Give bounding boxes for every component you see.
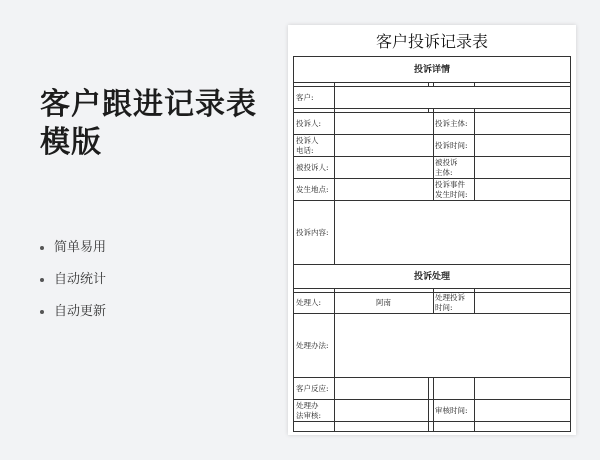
page-title: 客户跟进记录表模版	[40, 87, 257, 160]
form-grid	[293, 56, 571, 432]
row-feedback: 客户反应:	[294, 378, 570, 400]
feature-item: 自动统计	[40, 264, 106, 296]
row-complainant: 投诉人: 投诉主体:	[294, 113, 570, 135]
row-method: 处理办法:	[294, 314, 570, 378]
row-method-review: 处理办法审核: 审核时间:	[294, 400, 570, 422]
feature-item: 简单易用	[40, 232, 106, 264]
row-handler: 处理人: 阿南 处理投诉时间:	[294, 293, 570, 314]
sheet-title: 客户投诉记录表	[375, 32, 488, 51]
row-content: 投诉内容:	[294, 201, 570, 265]
bullet-icon	[40, 246, 44, 250]
spacer-row	[294, 422, 570, 432]
row-customer: 客户:	[294, 87, 570, 109]
complaint-form-sheet	[288, 25, 576, 435]
row-complainant-phone: 投诉人电话: 投诉时间:	[294, 135, 570, 157]
feature-list	[40, 232, 106, 328]
row-location: 发生地点: 投诉事件发生时间:	[294, 179, 570, 201]
handler-value: 阿南	[376, 298, 391, 307]
section-header-handling: 投诉处理	[294, 265, 570, 289]
bullet-icon	[40, 278, 44, 282]
row-defendant: 被投诉人: 被投诉主体:	[294, 157, 570, 179]
section-header-details: 投诉详情	[294, 57, 570, 83]
bullet-icon	[40, 310, 44, 314]
feature-item: 自动更新	[40, 296, 106, 328]
